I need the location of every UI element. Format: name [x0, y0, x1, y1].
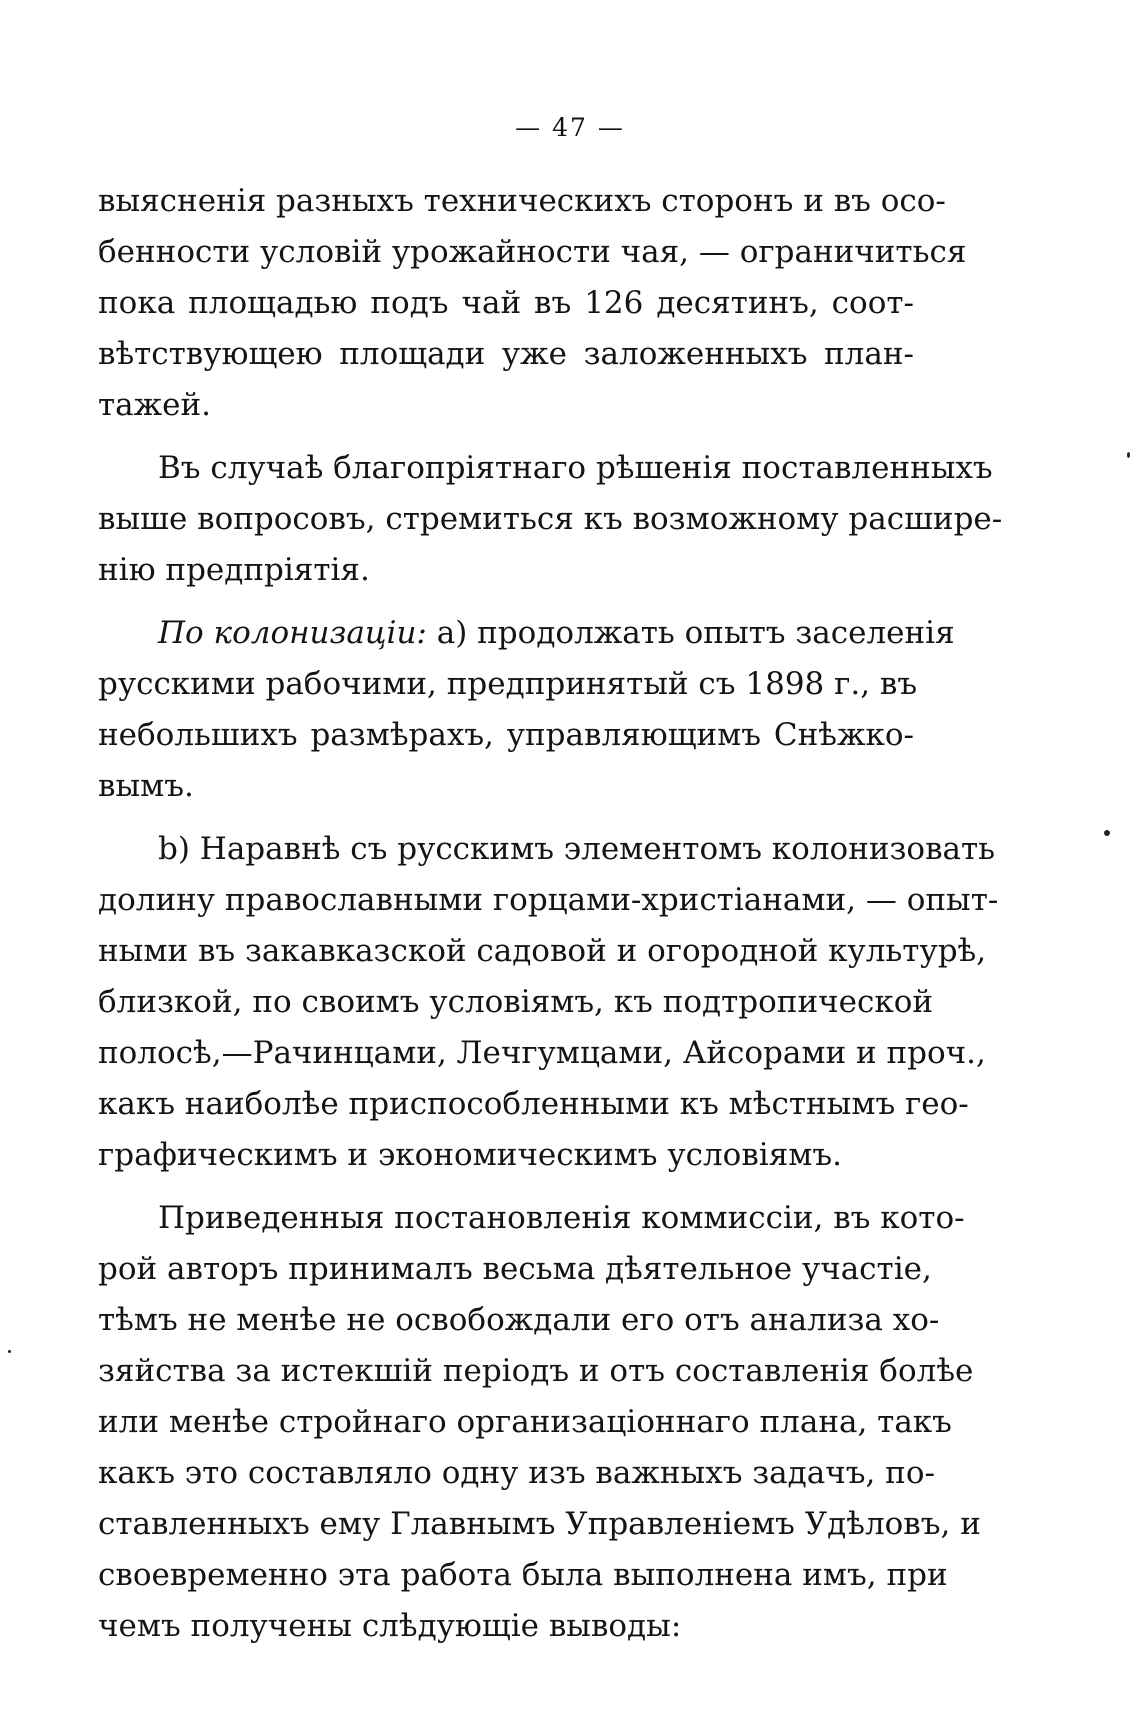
text-line: нію предпріятія.: [98, 552, 370, 588]
text-line: Въ случаѣ благопріятнаго рѣшенія поставленныхъ: [158, 450, 993, 486]
scan-speck: [1104, 830, 1110, 836]
paragraph-3: [98, 608, 955, 812]
text-line: зяйства за истекшій періодъ и отъ составленія болѣе: [98, 1353, 974, 1389]
text-line: выше вопросовъ, стремиться къ возможному расшире-: [98, 501, 1003, 537]
scan-speck: [8, 1350, 11, 1353]
text-line: ными въ закавказской садовой и огородной культурѣ,: [98, 933, 987, 969]
paragraph-4: [98, 824, 999, 1181]
body-text: [98, 176, 1003, 1652]
text-line: какъ это составляло одну изъ важныхъ задачъ, по-: [98, 1455, 935, 1491]
scan-speck: [1127, 452, 1130, 458]
paragraph-1: [98, 176, 967, 431]
text-line: своевременно эта работа была выполнена имъ, при: [98, 1557, 948, 1593]
text-line: полосѣ,—Рачинцами, Лечгумцами, Айсорами и проч.,: [98, 1035, 986, 1071]
text-line: какъ наиболѣе приспособленными къ мѣстнымъ гео-: [98, 1086, 969, 1122]
text-line: графическимъ и экономическимъ условіямъ.: [98, 1137, 842, 1173]
text-line: вѣтствующею площади уже заложенныхъ план-: [98, 336, 914, 372]
text-line: выясненія разныхъ техническихъ сторонъ и въ осо-: [98, 183, 946, 219]
paragraph-2: [98, 443, 1003, 596]
text-line: ставленныхъ ему Главнымъ Управленіемъ Удѣловъ, и: [98, 1506, 981, 1542]
text-line: вымъ.: [98, 768, 194, 804]
text-line: небольшихъ размѣрахъ, управляющимъ Снѣжко-: [98, 717, 914, 753]
text-line: Приведенныя постановленія коммиссіи, въ кото-: [158, 1200, 965, 1236]
text-line: русскими рабочими, предпринятый съ 1898 г., въ: [98, 666, 918, 702]
text-line: пока площадью подъ чай въ 126 десятинъ, соот-: [98, 285, 914, 321]
text-line: бенности условій урожайности чая, — ограничиться: [98, 234, 967, 270]
text-fragment: a) продолжать опытъ заселенія: [436, 615, 955, 651]
text-line: b) Наравнѣ съ русскимъ элементомъ колонизовать: [158, 831, 996, 867]
text-line: чемъ получены слѣдующіе выводы:: [98, 1608, 682, 1644]
text-line: [98, 608, 955, 659]
text-line: тѣмъ не менѣе не освобождали его отъ анализа хо-: [98, 1302, 940, 1338]
text-line: рой авторъ принималъ весьма дѣятельное участіе,: [98, 1251, 932, 1287]
text-line: тажей.: [98, 387, 212, 423]
text-line: или менѣе стройнаго организаціоннаго плана, такъ: [98, 1404, 952, 1440]
page-number: — 47 —: [515, 113, 625, 142]
text-line: близкой, по своимъ условіямъ, къ подтропической: [98, 984, 934, 1020]
text-line: долину православными горцами-христіанами, — опыт-: [98, 882, 999, 918]
paragraph-5: [98, 1193, 981, 1652]
section-lead-italic: По колонизаціи:: [158, 615, 427, 651]
